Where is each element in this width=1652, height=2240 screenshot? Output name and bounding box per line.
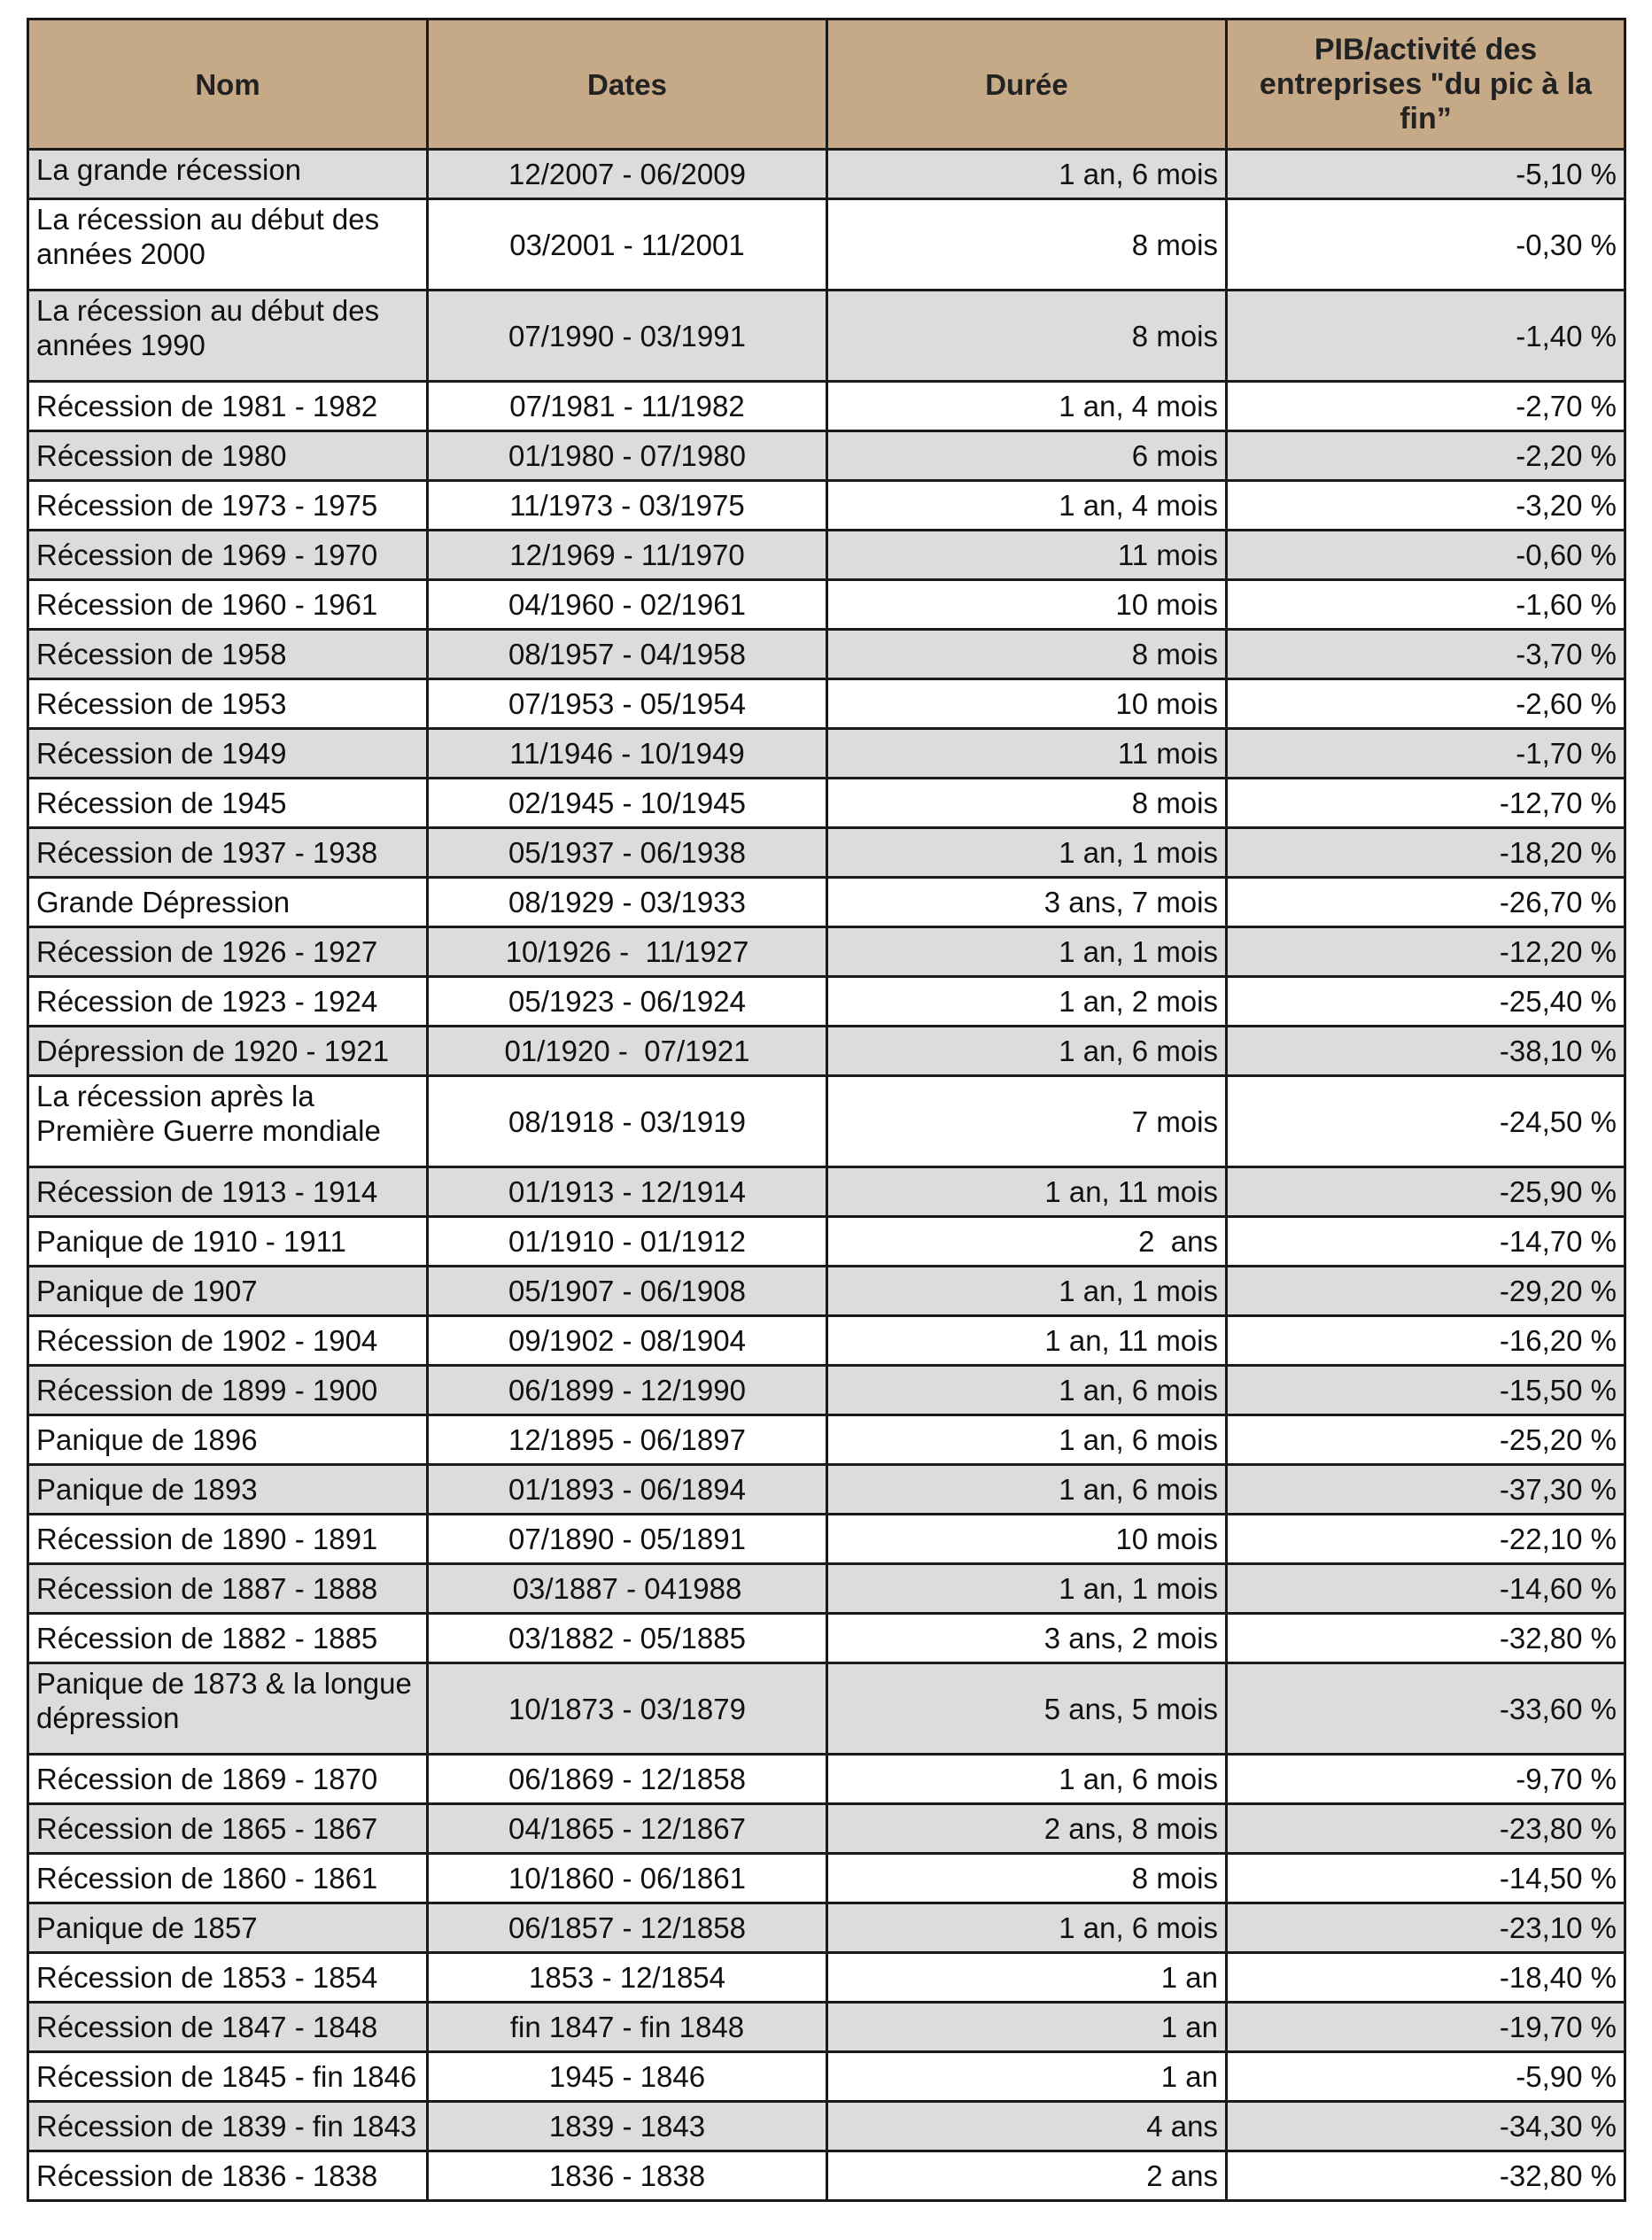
header-nom: Nom — [28, 19, 428, 150]
cell-nom: Panique de 1857 — [28, 1903, 428, 1953]
cell-nom: Récession de 1945 — [28, 779, 428, 828]
cell-nom: Panique de 1910 - 1911 — [28, 1217, 428, 1267]
table-row — [28, 630, 1625, 679]
cell-dates: 01/1913 - 12/1914 — [428, 1167, 827, 1217]
cell-duree: 1 an, 11 mois — [827, 1316, 1227, 1366]
cell-nom: Récession de 1882 - 1885 — [28, 1614, 428, 1663]
cell-duree: 1 an, 6 mois — [827, 1465, 1227, 1515]
cell-duree: 1 an, 6 mois — [827, 1755, 1227, 1804]
cell-nom: La récession au début des années 2000 — [28, 199, 428, 291]
cell-duree: 2 ans — [827, 2151, 1227, 2201]
table-header — [28, 19, 1625, 150]
table-row — [28, 1953, 1625, 2003]
cell-duree: 5 ans, 5 mois — [827, 1663, 1227, 1755]
table-row — [28, 2052, 1625, 2102]
cell-duree: 1 an, 6 mois — [827, 1415, 1227, 1465]
cell-nom: Récession de 1887 - 1888 — [28, 1564, 428, 1614]
cell-pib: -14,50 % — [1227, 1854, 1625, 1903]
cell-duree: 7 mois — [827, 1076, 1227, 1167]
cell-duree: 2 ans — [827, 1217, 1227, 1267]
table-row — [28, 1614, 1625, 1663]
table-row — [28, 779, 1625, 828]
cell-pib: -24,50 % — [1227, 1076, 1625, 1167]
cell-nom: La grande récession — [28, 150, 428, 199]
cell-pib: -2,60 % — [1227, 679, 1625, 729]
table-row — [28, 1366, 1625, 1415]
cell-duree: 8 mois — [827, 779, 1227, 828]
table-row — [28, 1564, 1625, 1614]
table-row — [28, 1267, 1625, 1316]
cell-duree: 1 an — [827, 2052, 1227, 2102]
cell-nom: Récession de 1869 - 1870 — [28, 1755, 428, 1804]
table-row — [28, 1465, 1625, 1515]
cell-pib: -37,30 % — [1227, 1465, 1625, 1515]
cell-pib: -12,20 % — [1227, 927, 1625, 977]
cell-duree: 1 an, 6 mois — [827, 1903, 1227, 1953]
cell-nom: Récession de 1953 — [28, 679, 428, 729]
cell-pib: -5,90 % — [1227, 2052, 1625, 2102]
cell-pib: -34,30 % — [1227, 2102, 1625, 2151]
cell-duree: 1 an — [827, 1953, 1227, 2003]
cell-dates: 12/1895 - 06/1897 — [428, 1415, 827, 1465]
cell-nom: Récession de 1890 - 1891 — [28, 1515, 428, 1564]
cell-nom: Récession de 1845 - fin 1846 — [28, 2052, 428, 2102]
cell-pib: -0,30 % — [1227, 199, 1625, 291]
cell-duree: 8 mois — [827, 199, 1227, 291]
cell-pib: -25,90 % — [1227, 1167, 1625, 1217]
cell-dates: 1839 - 1843 — [428, 2102, 827, 2151]
cell-nom: Panique de 1907 — [28, 1267, 428, 1316]
cell-pib: -2,70 % — [1227, 382, 1625, 431]
cell-pib: -0,60 % — [1227, 531, 1625, 580]
cell-dates: 12/1969 - 11/1970 — [428, 531, 827, 580]
header-duree: Durée — [827, 19, 1227, 150]
cell-nom: La récession au début des années 1990 — [28, 291, 428, 382]
cell-dates: 05/1923 - 06/1924 — [428, 977, 827, 1027]
table-row — [28, 199, 1625, 291]
cell-dates: 08/1957 - 04/1958 — [428, 630, 827, 679]
cell-duree: 1 an, 1 mois — [827, 828, 1227, 878]
cell-dates: 03/2001 - 11/2001 — [428, 199, 827, 291]
table-row — [28, 1903, 1625, 1953]
cell-pib: -23,80 % — [1227, 1804, 1625, 1854]
cell-pib: -1,40 % — [1227, 291, 1625, 382]
cell-duree: 1 an, 2 mois — [827, 977, 1227, 1027]
cell-pib: -15,50 % — [1227, 1366, 1625, 1415]
cell-pib: -25,40 % — [1227, 977, 1625, 1027]
cell-dates: 05/1907 - 06/1908 — [428, 1267, 827, 1316]
recession-table-sheet — [27, 18, 1624, 2202]
cell-duree: 3 ans, 2 mois — [827, 1614, 1227, 1663]
table-row — [28, 729, 1625, 779]
table-row — [28, 927, 1625, 977]
cell-nom: Récession de 1980 — [28, 431, 428, 481]
cell-nom: Panique de 1893 — [28, 1465, 428, 1515]
cell-nom: Récession de 1860 - 1861 — [28, 1854, 428, 1903]
cell-pib: -9,70 % — [1227, 1755, 1625, 1804]
recession-table — [27, 18, 1626, 2202]
cell-nom: Récession de 1836 - 1838 — [28, 2151, 428, 2201]
cell-pib: -32,80 % — [1227, 2151, 1625, 2201]
table-row — [28, 1027, 1625, 1076]
cell-pib: -25,20 % — [1227, 1415, 1625, 1465]
table-row — [28, 1217, 1625, 1267]
cell-duree: 10 mois — [827, 580, 1227, 630]
cell-dates: 12/2007 - 06/2009 — [428, 150, 827, 199]
cell-pib: -33,60 % — [1227, 1663, 1625, 1755]
table-row — [28, 1755, 1625, 1804]
cell-nom: Récession de 1969 - 1970 — [28, 531, 428, 580]
cell-dates: 10/1926 - 11/1927 — [428, 927, 827, 977]
cell-nom: Récession de 1847 - 1848 — [28, 2003, 428, 2052]
cell-duree: 1 an, 1 mois — [827, 1267, 1227, 1316]
cell-pib: -1,60 % — [1227, 580, 1625, 630]
cell-nom: Dépression de 1920 - 1921 — [28, 1027, 428, 1076]
cell-pib: -19,70 % — [1227, 2003, 1625, 2052]
cell-duree: 1 an, 6 mois — [827, 1366, 1227, 1415]
cell-nom: Récession de 1958 — [28, 630, 428, 679]
table-row — [28, 1316, 1625, 1366]
cell-dates: 08/1929 - 03/1933 — [428, 878, 827, 927]
cell-dates: 09/1902 - 08/1904 — [428, 1316, 827, 1366]
cell-duree: 1 an, 1 mois — [827, 927, 1227, 977]
cell-pib: -22,10 % — [1227, 1515, 1625, 1564]
cell-nom: Panique de 1873 & la longue dépression — [28, 1663, 428, 1755]
table-row — [28, 531, 1625, 580]
cell-dates: 07/1953 - 05/1954 — [428, 679, 827, 729]
cell-duree: 1 an, 1 mois — [827, 1564, 1227, 1614]
table-row — [28, 828, 1625, 878]
cell-pib: -23,10 % — [1227, 1903, 1625, 1953]
cell-dates: 11/1973 - 03/1975 — [428, 481, 827, 531]
cell-dates: 1853 - 12/1854 — [428, 1953, 827, 2003]
cell-dates: 06/1869 - 12/1858 — [428, 1755, 827, 1804]
table-row — [28, 977, 1625, 1027]
table-row — [28, 1167, 1625, 1217]
cell-nom: Récession de 1853 - 1854 — [28, 1953, 428, 2003]
table-row — [28, 1076, 1625, 1167]
cell-dates: 01/1980 - 07/1980 — [428, 431, 827, 481]
table-row — [28, 2003, 1625, 2052]
table-row — [28, 2102, 1625, 2151]
cell-dates: 06/1857 - 12/1858 — [428, 1903, 827, 1953]
cell-dates: 07/1890 - 05/1891 — [428, 1515, 827, 1564]
cell-pib: -29,20 % — [1227, 1267, 1625, 1316]
cell-pib: -26,70 % — [1227, 878, 1625, 927]
cell-dates: 10/1860 - 06/1861 — [428, 1854, 827, 1903]
cell-dates: 04/1865 - 12/1867 — [428, 1804, 827, 1854]
cell-pib: -2,20 % — [1227, 431, 1625, 481]
header-row — [28, 19, 1625, 150]
cell-duree: 1 an, 11 mois — [827, 1167, 1227, 1217]
cell-pib: -38,10 % — [1227, 1027, 1625, 1076]
cell-duree: 8 mois — [827, 1854, 1227, 1903]
cell-dates: 03/1882 - 05/1885 — [428, 1614, 827, 1663]
cell-pib: -18,20 % — [1227, 828, 1625, 878]
cell-duree: 1 an, 6 mois — [827, 1027, 1227, 1076]
cell-duree: 3 ans, 7 mois — [827, 878, 1227, 927]
table-row — [28, 1804, 1625, 1854]
cell-pib: -1,70 % — [1227, 729, 1625, 779]
cell-dates: 01/1893 - 06/1894 — [428, 1465, 827, 1515]
cell-dates: 05/1937 - 06/1938 — [428, 828, 827, 878]
cell-pib: -3,70 % — [1227, 630, 1625, 679]
cell-dates: 04/1960 - 02/1961 — [428, 580, 827, 630]
table-row — [28, 481, 1625, 531]
table-row — [28, 1854, 1625, 1903]
cell-duree: 8 mois — [827, 630, 1227, 679]
cell-nom: Récession de 1973 - 1975 — [28, 481, 428, 531]
table-row — [28, 150, 1625, 199]
cell-duree: 2 ans, 8 mois — [827, 1804, 1227, 1854]
cell-pib: -16,20 % — [1227, 1316, 1625, 1366]
cell-dates: 03/1887 - 041988 — [428, 1564, 827, 1614]
cell-dates: 08/1918 - 03/1919 — [428, 1076, 827, 1167]
cell-nom: Récession de 1923 - 1924 — [28, 977, 428, 1027]
cell-dates: 02/1945 - 10/1945 — [428, 779, 827, 828]
cell-nom: Récession de 1839 - fin 1843 — [28, 2102, 428, 2151]
cell-dates: 06/1899 - 12/1990 — [428, 1366, 827, 1415]
cell-dates: 1945 - 1846 — [428, 2052, 827, 2102]
cell-nom: Récession de 1981 - 1982 — [28, 382, 428, 431]
cell-duree: 1 an — [827, 2003, 1227, 2052]
cell-nom: Grande Dépression — [28, 878, 428, 927]
cell-dates: 01/1920 - 07/1921 — [428, 1027, 827, 1076]
cell-pib: -12,70 % — [1227, 779, 1625, 828]
cell-dates: 1836 - 1838 — [428, 2151, 827, 2201]
cell-duree: 6 mois — [827, 431, 1227, 481]
cell-nom: Récession de 1865 - 1867 — [28, 1804, 428, 1854]
cell-pib: -14,70 % — [1227, 1217, 1625, 1267]
cell-duree: 10 mois — [827, 1515, 1227, 1564]
cell-duree: 1 an, 6 mois — [827, 150, 1227, 199]
table-row — [28, 2151, 1625, 2201]
cell-nom: Récession de 1937 - 1938 — [28, 828, 428, 878]
cell-nom: Récession de 1902 - 1904 — [28, 1316, 428, 1366]
cell-nom: La récession après la Première Guerre mondiale — [28, 1076, 428, 1167]
cell-nom: Récession de 1913 - 1914 — [28, 1167, 428, 1217]
cell-duree: 1 an, 4 mois — [827, 481, 1227, 531]
cell-nom: Panique de 1896 — [28, 1415, 428, 1465]
cell-pib: -18,40 % — [1227, 1953, 1625, 2003]
cell-duree: 1 an, 4 mois — [827, 382, 1227, 431]
cell-nom: Récession de 1960 - 1961 — [28, 580, 428, 630]
cell-dates: 07/1981 - 11/1982 — [428, 382, 827, 431]
cell-nom: Récession de 1926 - 1927 — [28, 927, 428, 977]
header-dates: Dates — [428, 19, 827, 150]
cell-pib: -32,80 % — [1227, 1614, 1625, 1663]
table-row — [28, 1415, 1625, 1465]
cell-pib: -14,60 % — [1227, 1564, 1625, 1614]
cell-dates: 07/1990 - 03/1991 — [428, 291, 827, 382]
table-row — [28, 1515, 1625, 1564]
table-row — [28, 1663, 1625, 1755]
table-row — [28, 291, 1625, 382]
table-body — [28, 150, 1625, 2201]
cell-duree: 8 mois — [827, 291, 1227, 382]
cell-dates: fin 1847 - fin 1848 — [428, 2003, 827, 2052]
cell-duree: 11 mois — [827, 531, 1227, 580]
cell-duree: 11 mois — [827, 729, 1227, 779]
cell-pib: -3,20 % — [1227, 481, 1625, 531]
table-row — [28, 679, 1625, 729]
table-row — [28, 382, 1625, 431]
cell-duree: 4 ans — [827, 2102, 1227, 2151]
header-pib: PIB/activité des entreprises "du pic à la fin” — [1227, 19, 1625, 150]
cell-dates: 10/1873 - 03/1879 — [428, 1663, 827, 1755]
table-row — [28, 580, 1625, 630]
cell-nom: Récession de 1899 - 1900 — [28, 1366, 428, 1415]
cell-nom: Récession de 1949 — [28, 729, 428, 779]
table-row — [28, 878, 1625, 927]
cell-duree: 10 mois — [827, 679, 1227, 729]
table-row — [28, 431, 1625, 481]
cell-dates: 11/1946 - 10/1949 — [428, 729, 827, 779]
cell-pib: -5,10 % — [1227, 150, 1625, 199]
cell-dates: 01/1910 - 01/1912 — [428, 1217, 827, 1267]
